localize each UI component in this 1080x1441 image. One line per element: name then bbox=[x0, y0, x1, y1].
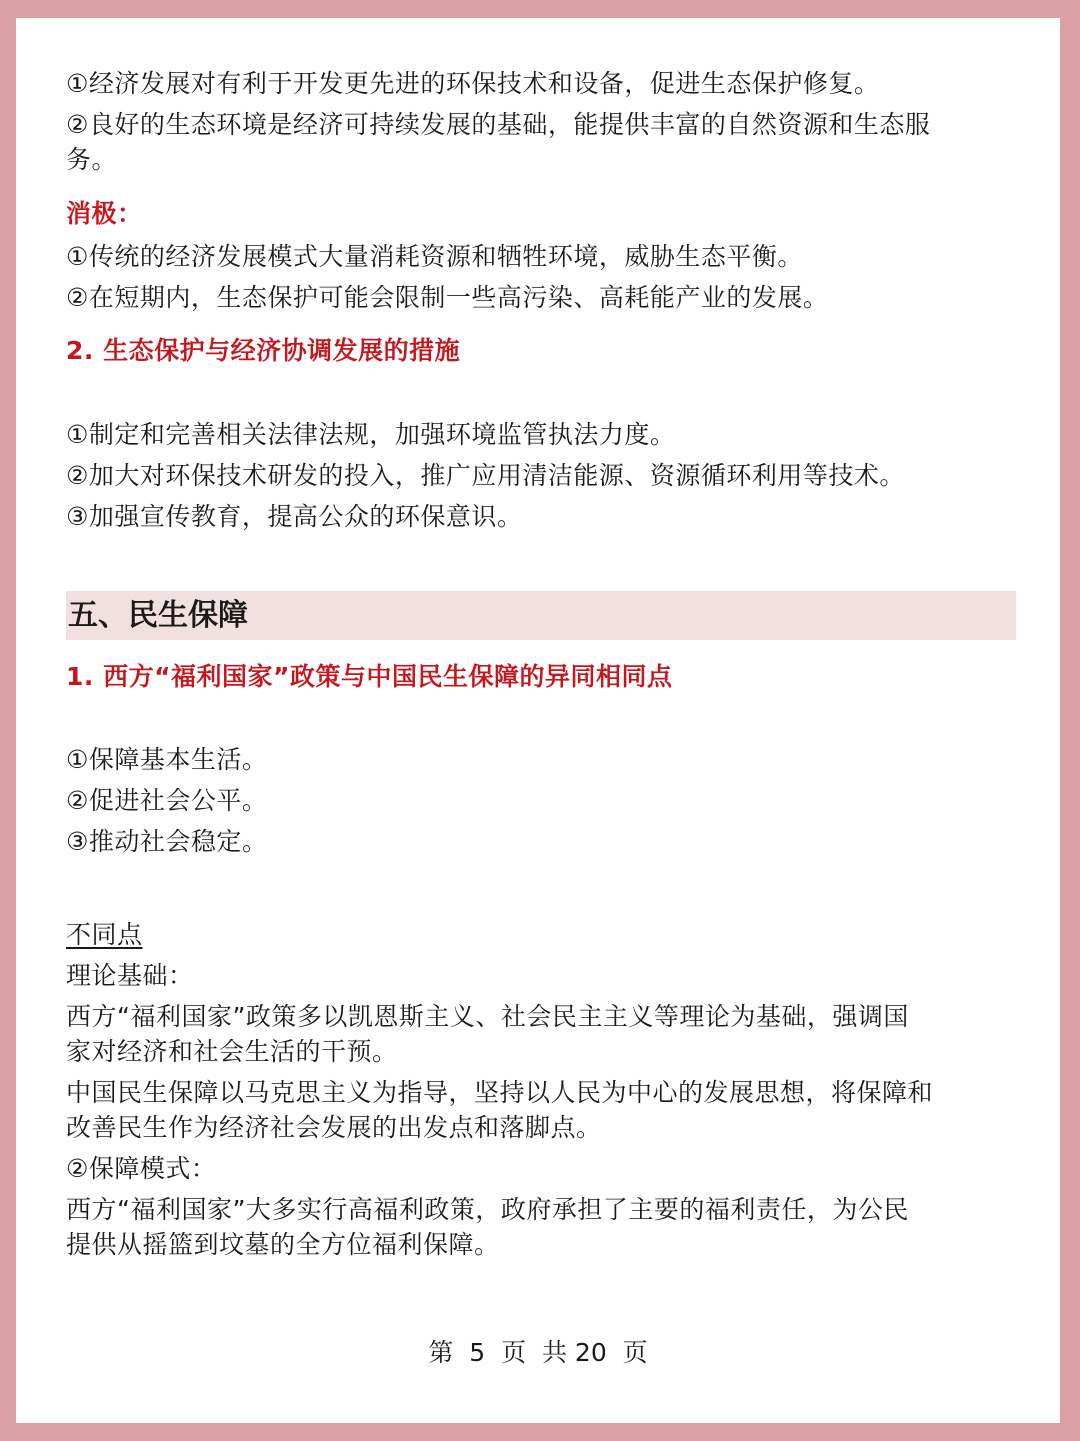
measures-heading: 2. 生态保护与经济协调发展的措施 bbox=[66, 336, 461, 365]
same-item: ③推动社会稳定。 bbox=[66, 827, 268, 856]
paragraph-line: 家对经济和社会生活的干预。 bbox=[66, 1037, 398, 1066]
section-title: 五、民生保障 bbox=[68, 598, 248, 633]
paragraph-line: 中国民生保障以马克思主义为指导，坚持以人民为中心的发展思想，将保障和 bbox=[66, 1078, 934, 1107]
mode-label: ②保障模式： bbox=[66, 1154, 217, 1183]
paragraph-line: 务。 bbox=[66, 145, 118, 174]
paragraph-line: 西方“福利国家”政策多以凯恩斯主义、社会民主主义等理论为基础，强调国 bbox=[66, 1002, 909, 1031]
negative-heading: 消极： bbox=[66, 199, 143, 228]
paragraph-line: 改善民生作为经济社会发展的出发点和落脚点。 bbox=[66, 1113, 602, 1142]
measures-item: ②加大对环保技术研发的投入，推广应用清洁能源、资源循环利用等技术。 bbox=[66, 461, 905, 490]
same-item: ①保障基本生活。 bbox=[66, 745, 268, 774]
paragraph-line: ②良好的生态环境是经济可持续发展的基础，能提供丰富的自然资源和生态服 bbox=[66, 110, 931, 139]
measures-item: ③加强宣传教育，提高公众的环保意识。 bbox=[66, 502, 523, 531]
negative-item: ②在短期内，生态保护可能会限制一些高污染、高耗能产业的发展。 bbox=[66, 283, 829, 312]
document-page bbox=[16, 18, 1060, 1423]
measures-item: ①制定和完善相关法律法规，加强环境监管执法力度。 bbox=[66, 420, 676, 449]
theory-label: 理论基础： bbox=[66, 961, 194, 990]
section-subheading: 1. 西方“福利国家”政策与中国民生保障的异同相同点 bbox=[66, 662, 673, 691]
paragraph-line: 西方“福利国家”大多实行高福利政策，政府承担了主要的福利责任，为公民 bbox=[66, 1195, 909, 1224]
negative-item: ①传统的经济发展模式大量消耗资源和牺牲环境，威胁生态平衡。 bbox=[66, 242, 803, 271]
paragraph-line: ①经济发展对有利于开发更先进的环保技术和设备，促进生态保护修复。 bbox=[66, 69, 880, 98]
page-number: 第 5 页 共 20 页 bbox=[428, 1338, 648, 1367]
paragraph-line: 提供从摇篮到坟墓的全方位福利保障。 bbox=[66, 1230, 500, 1259]
diff-heading: 不同点 bbox=[66, 920, 143, 949]
same-item: ②促进社会公平。 bbox=[66, 786, 268, 815]
